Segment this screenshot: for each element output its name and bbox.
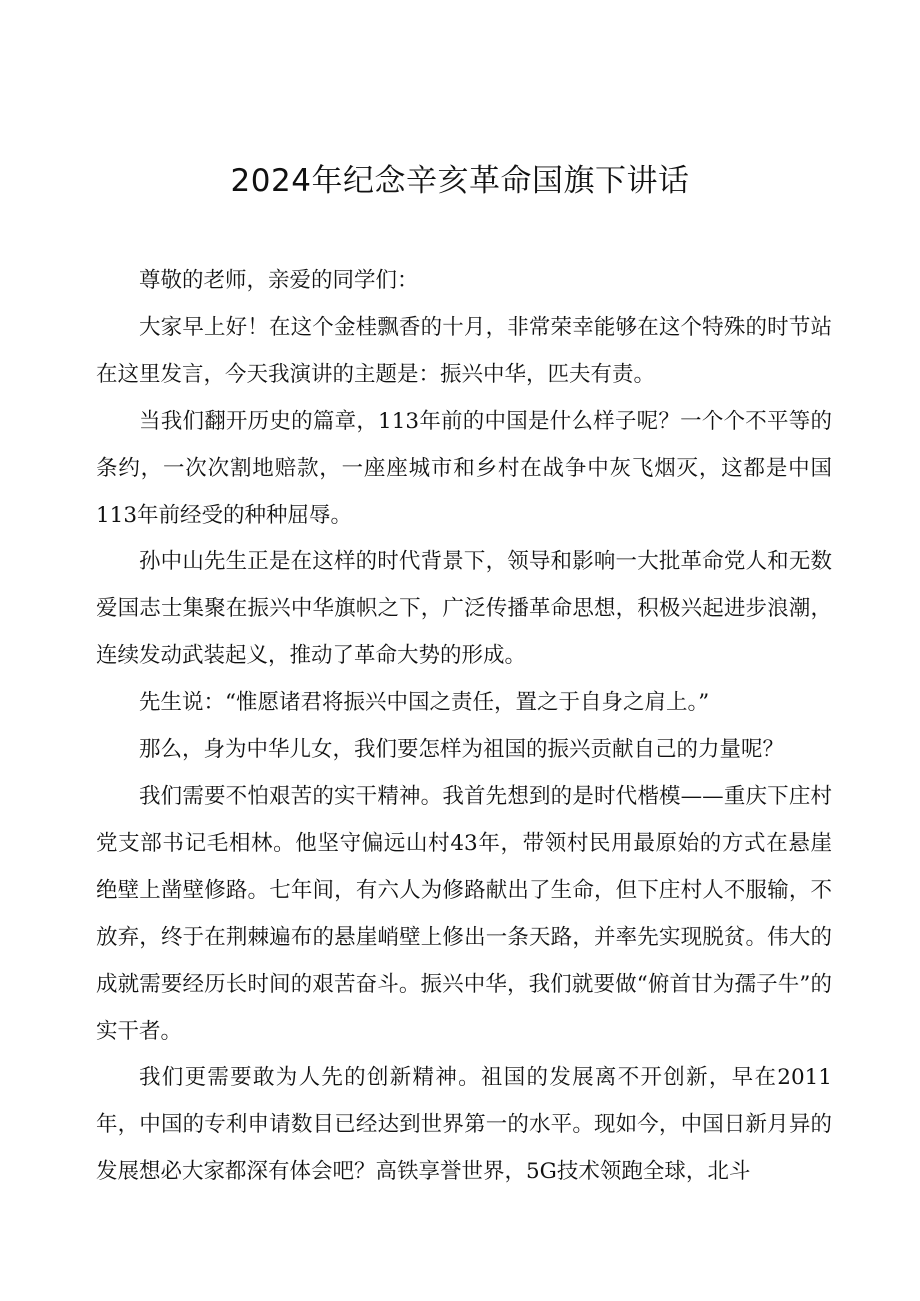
paragraph-greeting: 大家早上好！在这个金桂飘香的十月，非常荣幸能够在这个特殊的时节站在这里发言，今天我演讲的主题是：振兴中华，匹夫有责。 <box>96 314 832 387</box>
paragraph-sun-yat-sen: 孙中山先生正是在这样的时代背景下，领导和影响一大批革命党人和无数爱国志士集聚在振兴中华旗帜之下，广泛传播革命思想，积极兴起进步浪潮，连续发动武装起义，推动了革命大势的形成。 <box>96 549 832 669</box>
paragraph-innovation: 我们更需要敢为人先的创新精神。祖国的发展离不开创新，早在2011年，中国的专利申请数目已经达到世界第一的水平。现如今，中国日新月异的发展想必大家都深有体会吧？高铁享誉世界，5G技术领跑全球，北斗 <box>96 1065 832 1185</box>
paragraph-question: 那么，身为中华儿女，我们要怎样为祖国的振兴贡献自己的力量呢？ <box>139 737 785 763</box>
document-title: 2024年纪念辛亥革命国旗下讲话 <box>230 163 690 199</box>
paragraph-quote: 先生说：“惟愿诸君将振兴中国之责任，置之于自身之肩上。” <box>139 690 710 716</box>
paragraph-history: 当我们翻开历史的篇章，113年前的中国是什么样子呢？一个个不平等的条约，一次次割地赔款，一座座城市和乡村在战争中灰飞烟灭，这都是中国113年前经受的种种屈辱。 <box>96 408 832 528</box>
paragraph-salutation: 尊敬的老师，亲爱的同学们： <box>139 268 419 293</box>
document-body <box>96 258 832 1196</box>
paragraph-hard-work: 我们需要不怕艰苦的实干精神。我首先想到的是时代楷模——重庆下庄村党支部书记毛相林。他坚守偏远山村43年，带领村民用最原始的方式在悬崖绝壁上凿壁修路。七年间，有六人为修路献出了生命，但下庄村人不服输，不放弃，终于在荆棘遍布的悬崖峭壁上修出一条天路，并率先实现脱贫。伟大的成就需要经历长时间的艰苦奋斗。振兴中华，我们就要做“俯首甘为孺子牛”的实干者。 <box>96 783 832 1044</box>
